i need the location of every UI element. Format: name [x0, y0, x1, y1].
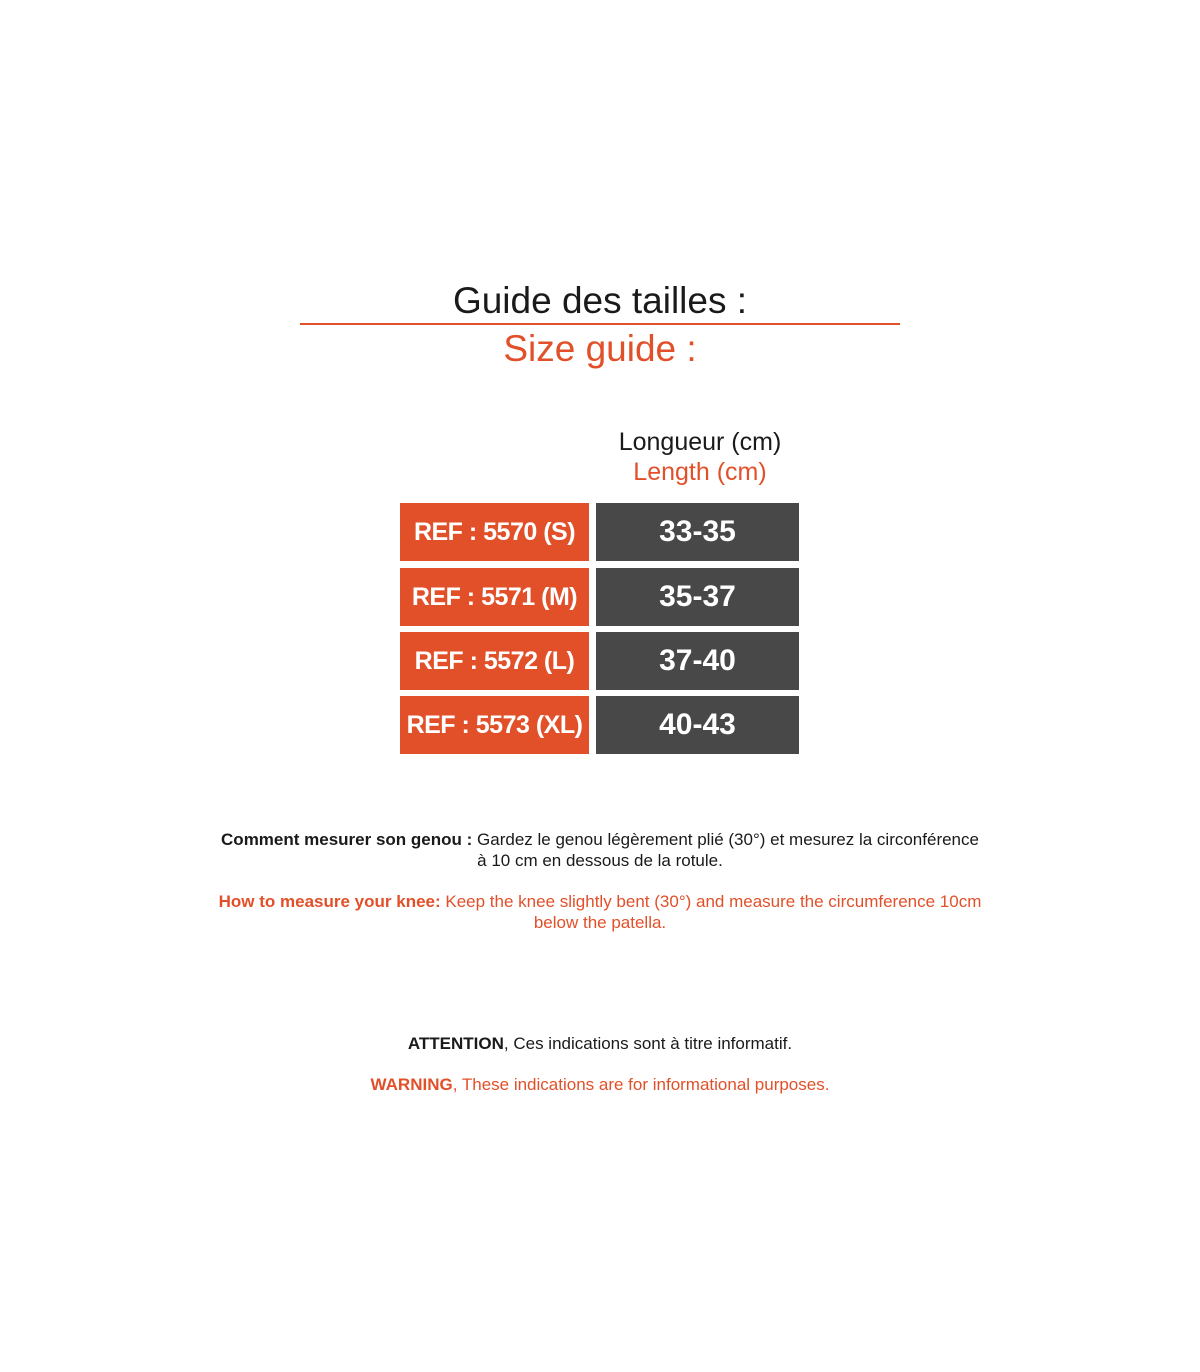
measure-label-fr: Comment mesurer son genou :: [221, 830, 473, 849]
length-cell: 35-37: [596, 568, 799, 626]
ref-cell: REF : 5571 (M): [400, 568, 589, 626]
ref-cell: REF : 5572 (L): [400, 632, 589, 690]
length-cell: 33-35: [596, 503, 799, 561]
measure-text-en: Keep the knee slightly bent (30°) and measure the circumference 10cm: [440, 892, 982, 911]
title-divider: [300, 323, 900, 325]
warning-text-fr: , Ces indications sont à titre informatif.: [503, 1034, 793, 1053]
measure-instructions-fr: [150, 829, 1050, 871]
measure-text-en-line2: below the patella.: [533, 913, 667, 932]
length-cell: 37-40: [596, 632, 799, 690]
length-column-header-en: Length (cm): [633, 458, 767, 486]
measure-label-en: How to measure your knee:: [218, 892, 441, 911]
measure-instructions-en: [150, 891, 1050, 933]
measure-text-fr: Gardez le genou légèrement plié (30°) et mesurez la circonférence: [472, 830, 979, 849]
measure-text-fr-line2: à 10 cm en dessous de la rotule.: [477, 851, 723, 870]
length-cell: 40-43: [596, 696, 799, 754]
warning-fr: [150, 1033, 1050, 1054]
length-column-header-fr: Longueur (cm): [618, 428, 782, 456]
ref-cell: REF : 5573 (XL): [400, 696, 589, 754]
page-title-fr: Guide des tailles :: [452, 280, 748, 321]
page-title-en: Size guide :: [503, 328, 697, 369]
warning-label-en: WARNING: [370, 1075, 453, 1094]
warning-text-en: , These indications are for informational purposes.: [452, 1075, 830, 1094]
warning-en: [150, 1074, 1050, 1095]
warning-label-fr: ATTENTION: [407, 1034, 504, 1053]
ref-cell: REF : 5570 (S): [400, 503, 589, 561]
